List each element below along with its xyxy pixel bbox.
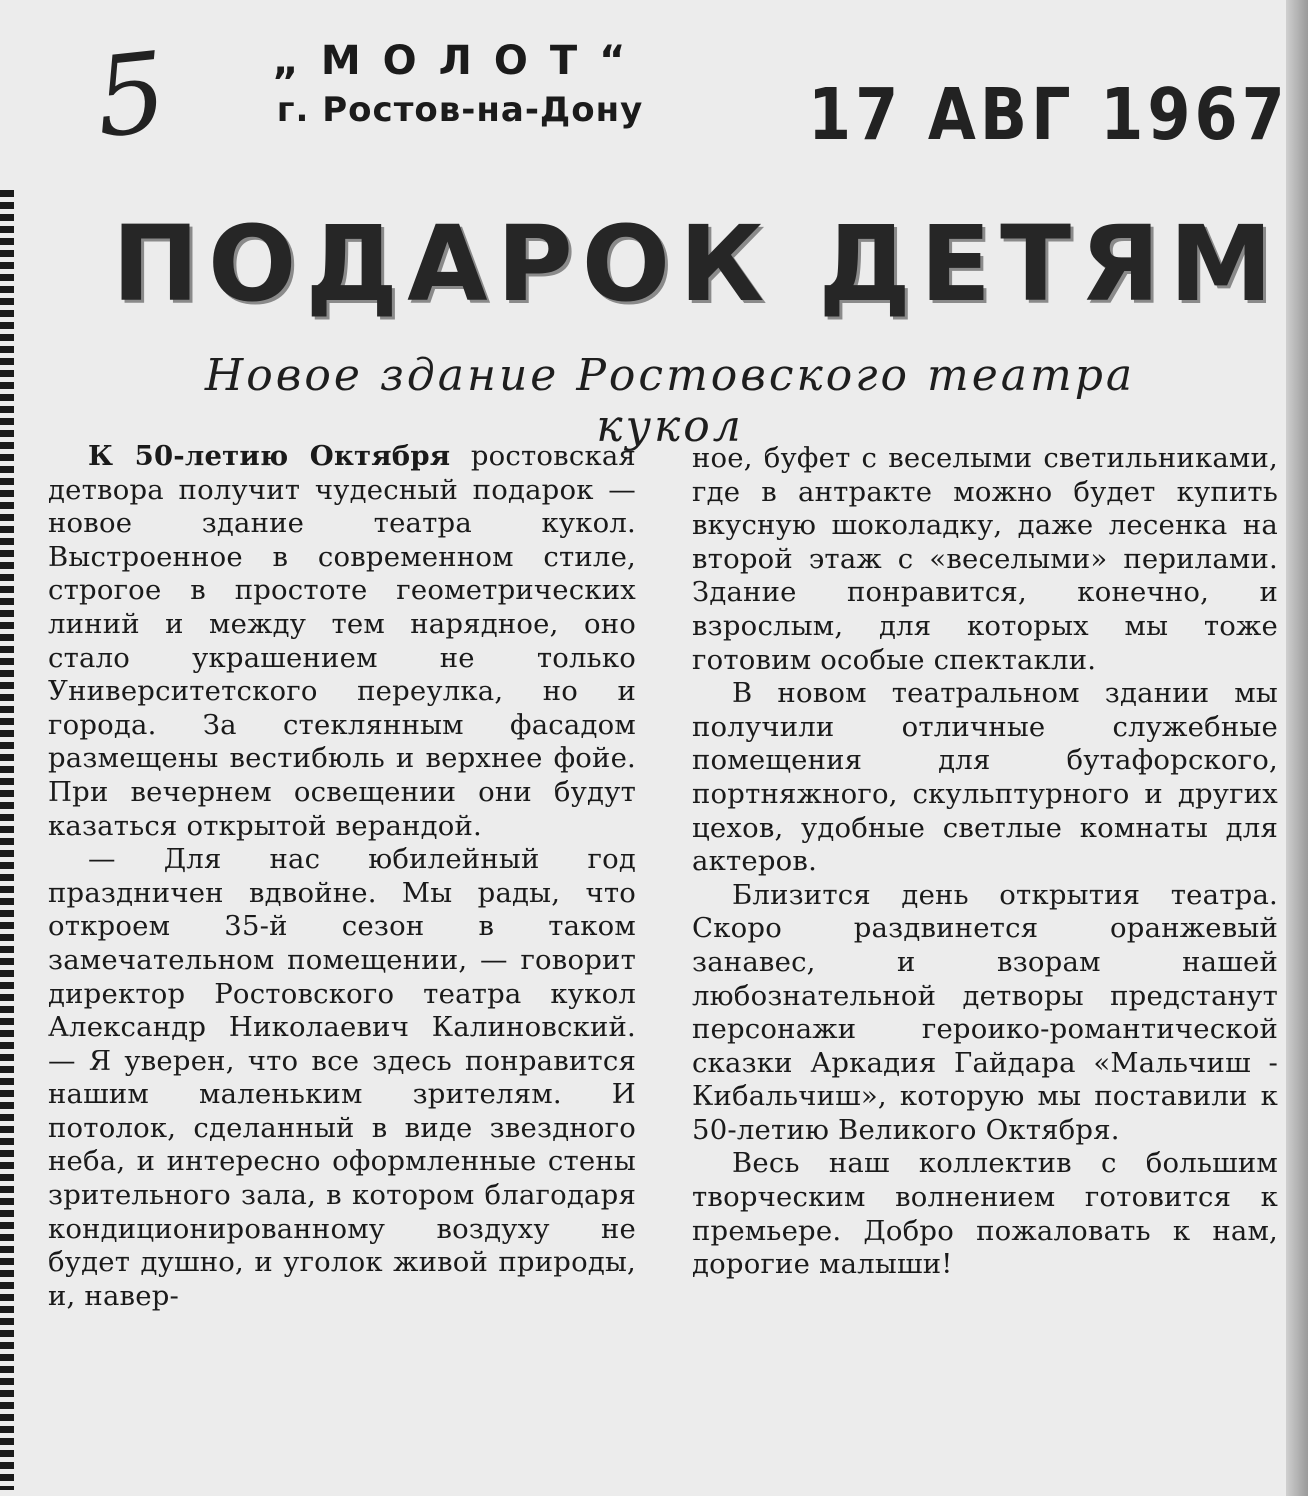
left-paragraph-1	[48, 440, 636, 843]
masthead	[250, 38, 670, 130]
right-paragraph-2: В новом театральном здании мы получили отличные служебные помещения для бутафорского, портняжного, скульптурного и других цехов, удобные светлые комнаты для актеров.	[692, 677, 1278, 878]
left-column	[48, 440, 636, 1313]
left-paragraph-1-text: ростовская детвора получит чудесный подарок — новое здание театра кукол. Выстроенное в современном стиле, строгое в простоте геометрических линий и между тем нарядное, оно стало украшением не только Университетского переулка, но и города. За стеклянным фасадом размещены вестибюль и верхнее фойе. При вечернем освещении они будут казаться открытой верандой.	[48, 440, 636, 842]
right-paragraph-1: ное, буфет с веселыми светильниками, где в антракте можно будет купить вкусную шоколадку, даже лесенка на второй этаж с «веселыми» перилами. Здание понравится, конечно, и взрослым, для которых мы тоже готовим особые спектакли.	[692, 442, 1278, 676]
perforated-edge	[0, 190, 14, 1490]
right-column	[692, 442, 1278, 1282]
headline: ПОДАРОК ДЕТЯМ	[112, 203, 1282, 325]
clipping-right-edge	[1286, 0, 1308, 1496]
newspaper-city: г. Ростов-на-Дону	[276, 90, 644, 130]
newspaper-name: „МОЛОТ“	[272, 38, 648, 84]
lead-text: К 50-летию Октября	[88, 440, 451, 472]
subtitle: Новое здание Ростовского театра кукол	[204, 350, 1136, 452]
right-paragraph-3: Близится день открытия театра. Скоро раздвинется оранжевый занавес, и взорам нашей любознательной детворы предстанут персонажи героико-романтической сказки Аркадия Гайдара «Мальчиш - Кибальчиш», которую мы поставили к 50-летию Великого Октября.	[692, 878, 1278, 1146]
left-paragraph-2: — Для нас юбилейный год праздничен вдвойне. Мы рады, что откроем 35-й сезон в таком замечательном помещении, — говорит директор Ростовского театра кукол Александр Николаевич Калиновский. — Я уверен, что все здесь понравится нашим маленьким зрителям. И потолок, сделанный в виде звездного неба, и интересно оформленные стены зрительного зала, в котором благодаря кондиционированному воздуху не будет душно, и уголок живой природы, и, навер-	[48, 843, 636, 1312]
right-paragraph-4: Весь наш коллектив с большим творческим волнением готовится к премьере. Добро пожаловать к нам, дорогие малыши!	[692, 1147, 1278, 1281]
date-stamp: 17 АВГ 1967	[808, 72, 1289, 157]
handwritten-number: 5	[89, 27, 173, 163]
